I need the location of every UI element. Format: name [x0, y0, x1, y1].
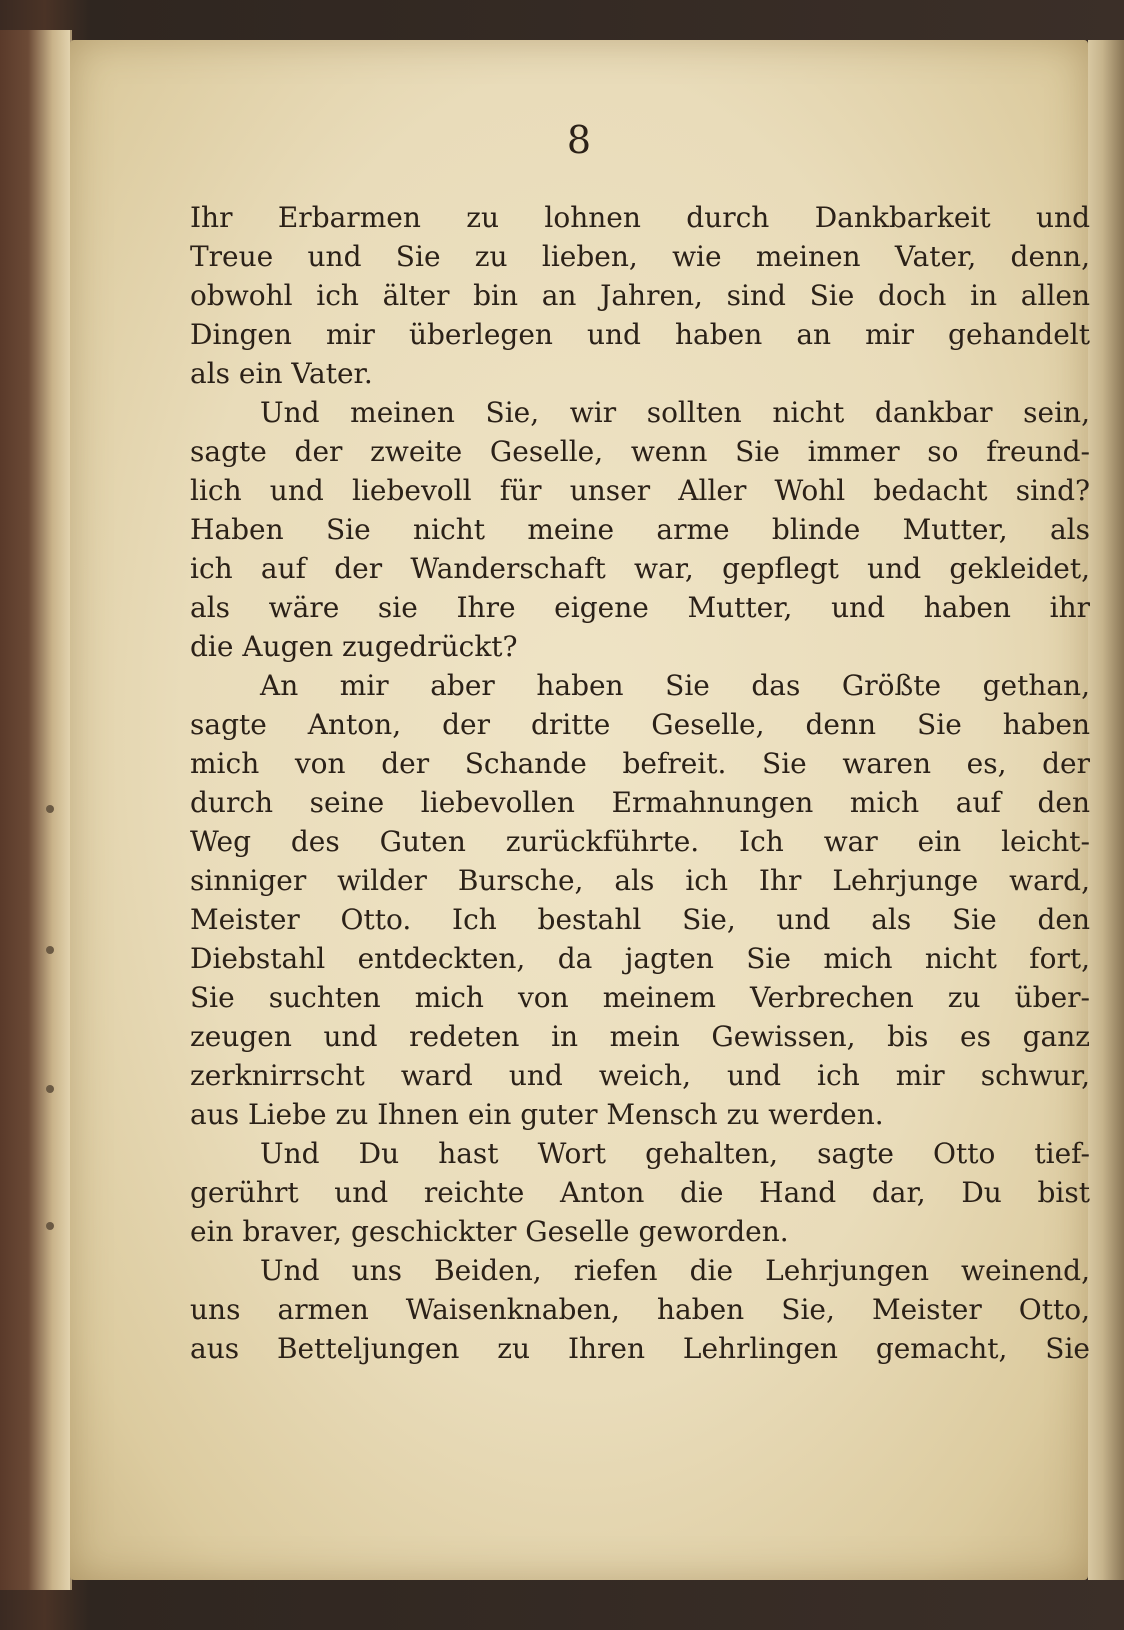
text-line: sinniger wilder Bursche, als ich Ihr Lehrjunge ward,: [190, 864, 1090, 897]
text-line: ich auf der Wanderschaft war, gepflegt und gekleidet,: [190, 552, 1090, 585]
page-stack-edge: [1088, 40, 1124, 1580]
text-line: Diebstahl entdeckten, da jagten Sie mich nicht fort,: [190, 942, 1090, 975]
text-line: als wäre sie Ihre eigene Mutter, und haben ihr: [190, 591, 1090, 624]
text-line: Treue und Sie zu lieben, wie meinen Vater, denn,: [190, 240, 1090, 273]
text-line: Ihr Erbarmen zu lohnen durch Dankbarkeit und: [190, 201, 1090, 234]
text-line: aus Betteljungen zu Ihren Lehrlingen gemacht, Sie: [190, 1332, 1090, 1365]
text-line: sagte Anton, der dritte Geselle, denn Sie haben: [190, 708, 1090, 741]
text-line: aus Liebe zu Ihnen ein guter Mensch zu werden.: [190, 1098, 884, 1131]
text-line: obwohl ich älter bin an Jahren, sind Sie doch in allen: [190, 279, 1090, 312]
text-line: Dingen mir überlegen und haben an mir gehandelt: [190, 318, 1090, 351]
text-line: zeugen und redeten in mein Gewissen, bis es ganz: [190, 1020, 1090, 1053]
binding-thread-mark: [46, 1085, 54, 1093]
book-page: [70, 40, 1088, 1580]
page-number: 8: [566, 118, 592, 162]
text-line: mich von der Schande befreit. Sie waren es, der: [190, 747, 1090, 780]
text-line: Weg des Guten zurückführte. Ich war ein leicht-: [190, 825, 1090, 858]
text-line: gerührt und reichte Anton die Hand dar, Du bist: [190, 1176, 1090, 1209]
text-line: Sie suchten mich von meinem Verbrechen zu über-: [190, 981, 1090, 1014]
page-text: [190, 198, 1090, 1368]
binding-thread-mark: [46, 805, 54, 813]
text-line: uns armen Waisenknaben, haben Sie, Meister Otto,: [190, 1293, 1090, 1326]
text-line: Und uns Beiden, riefen die Lehrjungen weinend,: [260, 1254, 1090, 1287]
text-line: durch seine liebevollen Ermahnungen mich auf den: [190, 786, 1090, 819]
text-line: An mir aber haben Sie das Größte gethan,: [260, 669, 1090, 702]
text-line: Meister Otto. Ich bestahl Sie, und als Sie den: [190, 903, 1090, 936]
text-line: die Augen zugedrückt?: [190, 630, 518, 663]
text-line: als ein Vater.: [190, 357, 373, 390]
book-spine-edge: [0, 30, 72, 1590]
text-line: sagte der zweite Geselle, wenn Sie immer so freund-: [190, 435, 1090, 468]
text-line: Und meinen Sie, wir sollten nicht dankbar sein,: [260, 396, 1090, 429]
text-line: Haben Sie nicht meine arme blinde Mutter, als: [190, 513, 1090, 546]
text-line: lich und liebevoll für unser Aller Wohl bedacht sind?: [190, 474, 1090, 507]
binding-thread-mark: [46, 1222, 54, 1230]
text-line: ein braver, geschickter Geselle geworden.: [190, 1215, 789, 1248]
binding-thread-mark: [46, 946, 54, 954]
text-line: zerknirrscht ward und weich, und ich mir schwur,: [190, 1059, 1090, 1092]
text-line: Und Du hast Wort gehalten, sagte Otto tief-: [260, 1137, 1090, 1170]
